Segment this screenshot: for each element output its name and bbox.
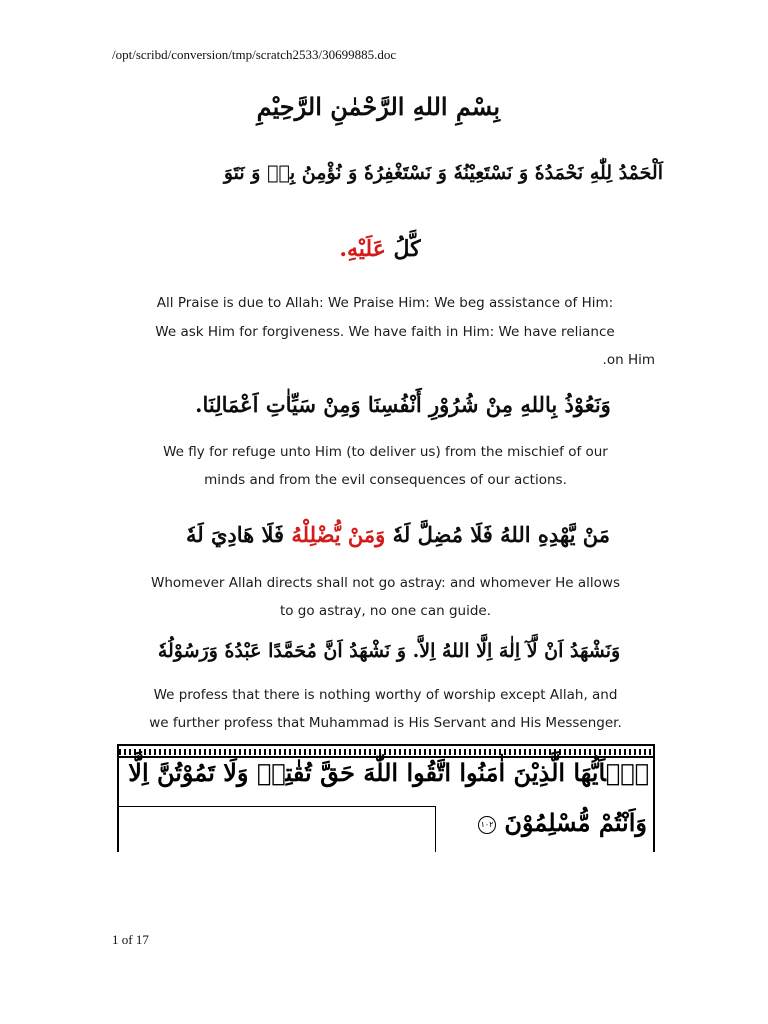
quran-verse-box [117,744,655,852]
verse-box-inner-vertical [435,806,436,852]
translation-guidance-line-2: to go astray, no one can guide. [279,603,492,619]
verse-dotted-border [119,749,653,755]
document-path: /opt/scribd/conversion/tmp/scratch2533/30699885.doc [112,47,397,62]
ayah-number-marker: ١٠٢ [478,816,496,834]
verse-line-1: يٰۤاَيُّهَا الَّذِيْنَ اٰمَنُوا اتَّقُوا اللّٰهَ حَقَّ تُقٰتِهٖ وَلَا تَمُوْتُنَّ اِلَّا [128,758,649,787]
bismillah-heading: بِسْمِ اللهِ الرَّحْمٰنِ الرَّحِيْمِ [256,92,500,121]
translation-guidance-line-1: Whomever Allah directs shall not go astray: and whomever He allows [151,575,620,591]
translation-refuge-line-1: We fly for refuge unto Him (to deliver us) from the mischief of our [163,444,608,460]
verse-line-2 [441,808,647,837]
arabic-reliance-black: كَّلُ [393,236,421,262]
translation-testimony-line-1: We profess that there is nothing worthy of worship except Allah, and [153,687,618,703]
arabic-guidance-part-2: فَلَا هَادِيَ لَهٗ [185,522,285,547]
arabic-line-reliance [300,236,460,262]
verse-line-2-text: وَاَنْتُمْ مُّسْلِمُوْنَ [504,808,647,837]
verse-box-inner-line [119,806,435,807]
arabic-line-praise: اَلْحَمْدُ لِلّٰهِ نَحْمَدُهٗ وَ نَسْتَعِيْنُهٗ وَ نَسْتَغْفِرُهٗ وَ نُؤْمِنُ بِهٖ وَ نَتَوَ [223,162,663,184]
translation-praise-line-1: All Praise is due to Allah: We Praise Him: We beg assistance of Him: [156,295,614,311]
arabic-line-testimony: وَنَشْهَدُ اَنْ لَّآ اِلٰهَ اِلَّا اللهُ اِلاَّ. وَ نَشْهَدُ اَنَّ مُحَمَّدًا عَبْدُهٗ وَرَسُوْلُهٗ [157,640,621,662]
arabic-line-refuge: وَنَعُوْذُ بِاللهِ مِنْ شُرُوْرِ أَنْفُسِنَا وَمِنْ سَيِّاٰتِ اَعْمَالِنَا. [195,392,611,417]
arabic-guidance-part-1: مَنْ يَّهْدِهِ اللهُ فَلَا مُضِلَّ لَهٗ [392,522,610,547]
arabic-guidance-red: وَمَنْ يُّضْلِلْهُ [291,522,386,547]
arabic-line-guidance [148,522,648,547]
arabic-reliance-red: عَلَيْهِ. [339,236,386,262]
verse-top-rule [119,744,653,746]
page-indicator: 1 of 17 [112,932,149,947]
translation-refuge-line-2: minds and from the evil consequences of our actions. [204,472,567,488]
translation-testimony-line-2: we further profess that Muhammad is His Servant and His Messenger. [149,715,622,731]
translation-praise-line-2: We ask Him for forgiveness. We have faith in Him: We have reliance [155,324,615,340]
translation-praise-line-3: .on Him [602,352,655,368]
